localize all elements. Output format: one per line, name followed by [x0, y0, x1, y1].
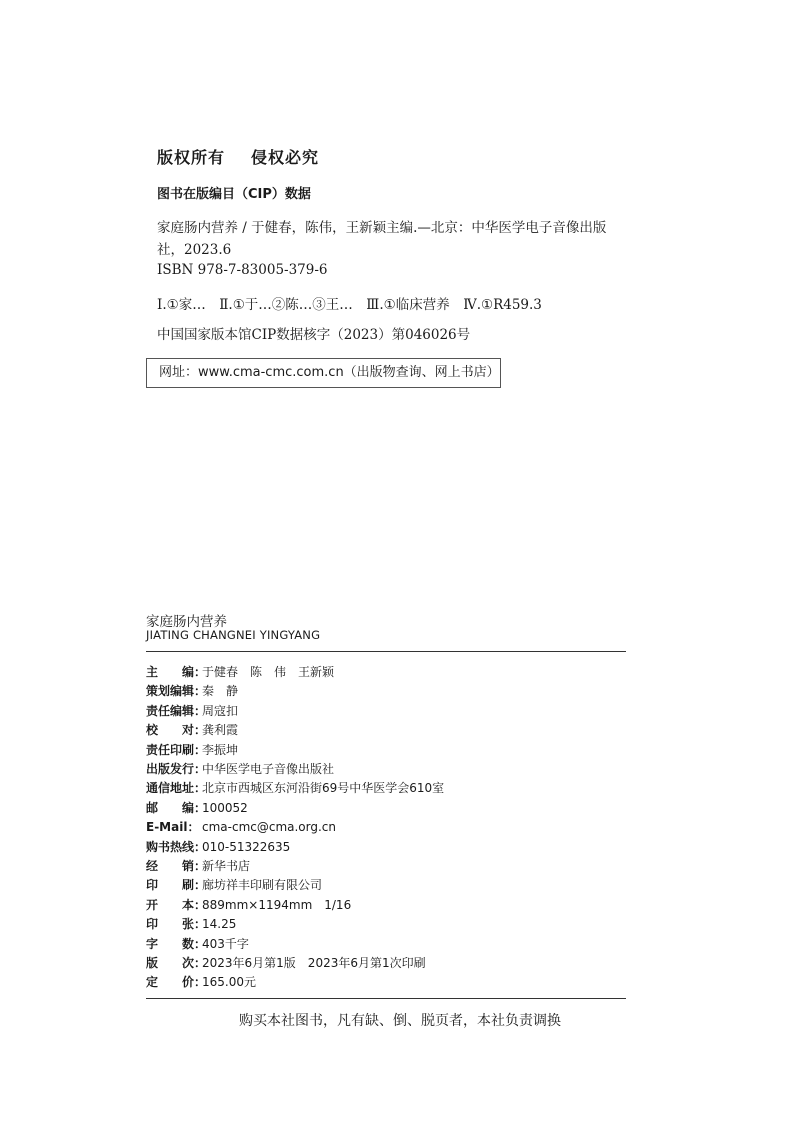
info-label: 责任编辑： [146, 703, 207, 718]
info-label: 印 张： [146, 917, 207, 932]
cip-isbn: ISBN 978-7-83005-379-6 [157, 262, 328, 278]
info-row [146, 876, 322, 893]
info-value: 廊坊祥丰印刷有限公司 [202, 878, 323, 893]
info-value: 中华医学电子音像出版社 [202, 762, 335, 776]
info-value: cma-cmc@cma.org.cn [202, 820, 337, 835]
info-label: 定 价： [146, 975, 207, 990]
info-label: 出版发行： [146, 762, 207, 776]
info-row [146, 973, 256, 990]
info-row [146, 721, 238, 738]
book-title: 家庭肠内营养 [146, 614, 227, 630]
info-value: 新华书店 [202, 859, 251, 873]
info-row [146, 838, 290, 855]
info-row [146, 896, 351, 913]
info-label: 开 本： [146, 897, 207, 912]
info-label: 购书热线： [146, 839, 207, 854]
info-value: 165.00元 [202, 975, 256, 990]
info-value: 秦 静 [202, 684, 239, 699]
info-row [146, 702, 238, 719]
book-title-pinyin: JIATING CHANGNEI YINGYANG [146, 628, 321, 642]
info-value: 2023年6月第1版 2023年6月第1次印刷 [202, 956, 426, 970]
info-row [146, 741, 238, 758]
divider-bottom [146, 998, 626, 999]
info-label: 校 对： [146, 723, 207, 738]
info-value: 889mm×1194mm 1/16 [202, 897, 352, 912]
info-row [146, 857, 250, 874]
info-value: 100052 [202, 800, 248, 815]
info-row [146, 954, 426, 971]
cip-line-1: 家庭肠内营养 / 于健春，陈伟，王新颖主编.—北京：中华医学电子音像出版 [157, 220, 607, 236]
info-value: 14.25 [202, 917, 237, 932]
info-row [146, 682, 238, 699]
info-value: 403千字 [202, 936, 249, 951]
info-value: 010-51322635 [202, 839, 291, 854]
info-value: 北京市西城区东河沿街69号中华医学会610室 [202, 781, 445, 796]
info-row [146, 779, 444, 796]
info-label: 印 刷： [146, 878, 207, 893]
info-label: 通信地址： [146, 781, 207, 796]
info-value: 周寇扣 [202, 703, 239, 718]
cip-line-2: 社，2023.6 [157, 242, 232, 258]
cip-record-number: 中国国家版本馆CIP数据核字（2023）第046026号 [157, 327, 471, 343]
website-box: 网址：www.cma-cmc.com.cn（出版物查询、网上书店） [146, 358, 501, 388]
copyright-infringement: 侵权必究 [251, 148, 320, 167]
info-row [146, 818, 336, 835]
info-label: 版 次： [146, 956, 207, 970]
info-label: 责任印刷： [146, 742, 207, 757]
cip-classification: Ⅰ.①家… Ⅱ.①于…②陈…③王… Ⅲ.①临床营养 Ⅳ.①R459.3 [157, 297, 542, 313]
info-row [146, 760, 334, 777]
replacement-notice: 购买本社图书，凡有缺、倒、脱页者，本社负责调换 [239, 1013, 561, 1029]
info-label: 经 销： [146, 859, 207, 873]
info-value: 于健春 陈 伟 王新颖 [202, 665, 335, 679]
info-label: 邮 编： [146, 800, 207, 815]
info-label: 策划编辑： [146, 684, 207, 699]
cip-heading: 图书在版编目（CIP）数据 [157, 187, 311, 202]
info-row [146, 663, 334, 680]
copyright-notice [157, 145, 319, 168]
info-label: E-Mail： [146, 820, 200, 835]
info-row [146, 799, 248, 816]
divider-top [146, 651, 626, 652]
info-row [146, 915, 236, 932]
info-row [146, 935, 249, 952]
copyright-all-rights: 版权所有 [157, 148, 226, 167]
info-label: 字 数： [146, 936, 207, 951]
info-value: 李振坤 [202, 742, 239, 757]
info-value: 龚利霞 [202, 723, 239, 738]
info-label: 主 编： [146, 665, 207, 679]
